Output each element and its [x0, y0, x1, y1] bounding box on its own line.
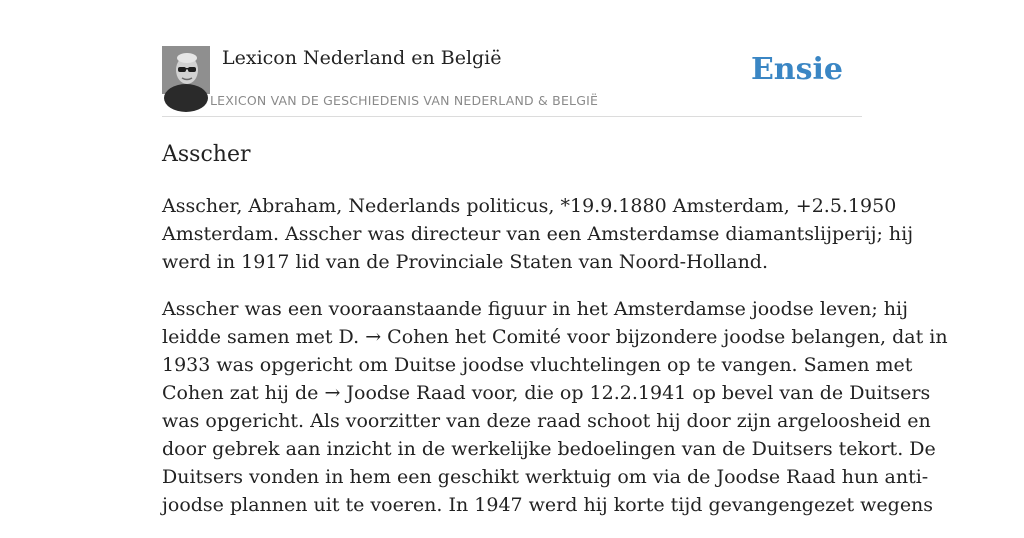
- ensie-logo[interactable]: Ensie: [750, 52, 843, 87]
- paragraph-line: door gebrek aan inzicht in de werkelijke bedoelingen van de Duitsers tekort. De: [162, 438, 936, 460]
- paragraph-line: was opgericht. Als voorzitter van deze raad schoot hij door zijn argeloosheid en: [162, 410, 931, 432]
- lexicon-subtitle: LEXICON VAN DE GESCHIEDENIS VAN NEDERLAND & BELGIË: [210, 93, 599, 108]
- line-text: het Comité voor bijzondere joodse belangen, dat in: [448, 326, 948, 348]
- lexicon-header: [162, 46, 862, 117]
- article-body: [162, 192, 948, 538]
- article-paragraph: [162, 295, 948, 519]
- paragraph-line-with-link: [162, 323, 948, 351]
- lexicon-avatar[interactable]: [162, 46, 210, 94]
- paragraph-line: Amsterdam. Asscher was directeur van een Amsterdamse diamantslijperij; hij: [162, 223, 914, 245]
- paragraph-line-with-link: [162, 379, 931, 407]
- line-text: Cohen zat hij de: [162, 382, 325, 404]
- paragraph-line: 1933 was opgericht om Duitse joodse vluchtelingen op te vangen. Samen met: [162, 354, 913, 376]
- line-text: voor, die op 12.2.1941 op bevel van de Duitsers: [465, 382, 931, 404]
- paragraph-line: Duitsers vonden in hem een geschikt werktuig om via de Joodse Raad hun anti-: [162, 466, 929, 488]
- article-title: Asscher: [162, 142, 251, 167]
- lexicon-title-link[interactable]: Lexicon Nederland en België: [222, 47, 502, 69]
- cross-reference-link[interactable]: → Joodse Raad: [324, 382, 466, 404]
- paragraph-line: Asscher was een vooraanstaande figuur in het Amsterdamse joodse leven; hij: [162, 298, 909, 320]
- paragraph-line: joodse plannen uit te voeren. In 1947 werd hij korte tijd gevangengezet wegens: [162, 494, 934, 516]
- paragraph-line: Asscher, Abraham, Nederlands politicus, *19.9.1880 Amsterdam, +2.5.1950: [162, 195, 897, 217]
- line-text: leidde samen met D.: [162, 326, 366, 348]
- cross-reference-link[interactable]: → Cohen: [365, 326, 449, 348]
- portrait-image: [162, 46, 210, 94]
- paragraph-line: werd in 1917 lid van de Provinciale Staten van Noord-Holland.: [162, 251, 769, 273]
- article-paragraph: [162, 192, 914, 276]
